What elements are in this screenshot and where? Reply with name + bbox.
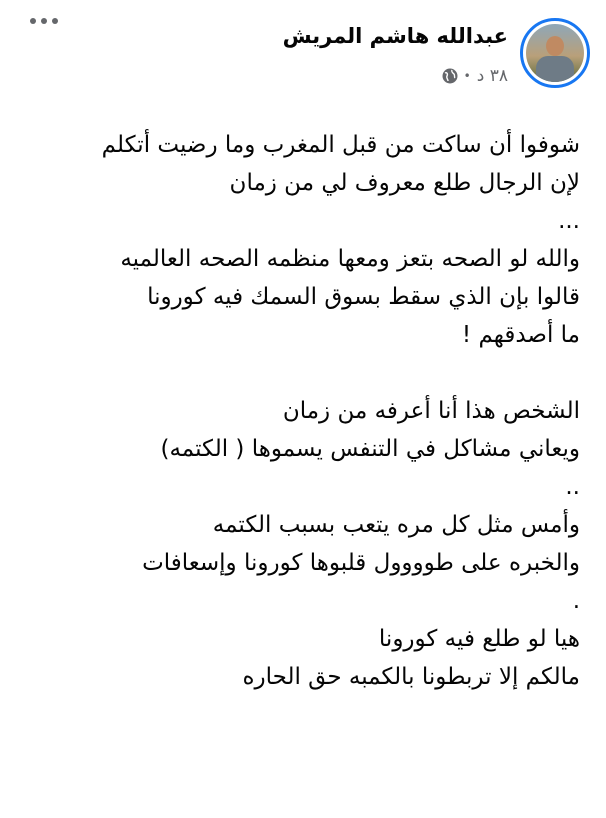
dot: [52, 18, 58, 24]
avatar[interactable]: [520, 18, 590, 88]
post-text-line: قالوا بإن الذي سقط بسوق السمك فيه كورونا: [147, 284, 580, 310]
post-text-line: هيا لو طلع فيه كورونا: [378, 626, 580, 652]
dot: [30, 18, 36, 24]
author-name[interactable]: عبدالله هاشم المريش: [282, 24, 508, 48]
post-text-line: ويعاني مشاكل في التنفس يسموها ( الكتمه): [160, 436, 580, 462]
post-text-line: مالكم إلا تربطونا بالكمبه حق الحاره: [242, 664, 580, 690]
globe-icon[interactable]: [442, 68, 458, 84]
avatar-shirt: [536, 56, 574, 82]
avatar-photo: [526, 24, 584, 82]
post-text-line: لإن الرجال طلع معروف لي من زمان: [229, 170, 580, 196]
post-header: [0, 10, 606, 94]
post-text-line: الشخص هذا أنا أعرفه من زمان: [282, 398, 580, 424]
post-text-line: والله لو الصحه بتعز ومعها منظمه الصحه العالميه: [120, 246, 580, 272]
post-time[interactable]: ٣٨ د: [476, 66, 508, 86]
post-text-line: .: [572, 588, 580, 614]
post-meta: [442, 66, 508, 86]
post-text-line: شوفوا أن ساكت من قبل المغرب وما رضيت أتكلم: [101, 132, 580, 158]
post-text-line: والخبره على طوووول قلبوها كورونا وإسعافات: [142, 550, 580, 576]
more-options-icon[interactable]: [30, 18, 58, 24]
post-text-line: ..: [565, 474, 580, 500]
post-text-line: وأمس مثل كل مره يتعب بسبب الكتمه: [212, 512, 580, 538]
post-text-line: ...: [558, 208, 580, 234]
post-text-line: ما أصدقهم !: [461, 322, 580, 348]
post-text-line: [20, 354, 580, 392]
avatar-head: [546, 36, 564, 56]
meta-separator: •: [463, 69, 471, 83]
dot: [41, 18, 47, 24]
post-body: [20, 126, 580, 696]
